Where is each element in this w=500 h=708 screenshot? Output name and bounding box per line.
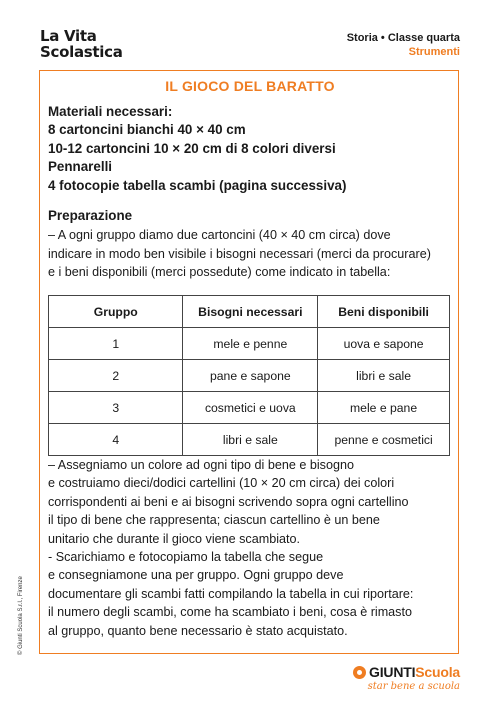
magazine-logo [40, 28, 123, 60]
table-row [49, 328, 450, 360]
preparation-heading: Preparazione [48, 208, 133, 223]
category-header [347, 31, 460, 59]
preparation-line: e i beni disponibili (merci possedute) come indicato in tabella: [48, 265, 391, 280]
column-header-beni: Beni disponibili [318, 296, 450, 328]
instructions-line: al gruppo, quanto bene necessario è stato acquistato. [48, 623, 348, 638]
brand-school: Scuola [415, 664, 460, 680]
table-cell-goods: libri e sale [318, 360, 450, 392]
brand-name: GIUNTI [369, 664, 416, 680]
instructions-line: e consegniamone una per gruppo. Ogni gruppo deve [48, 568, 344, 583]
needs-goods-table [48, 295, 450, 456]
preparation-line: indicare in modo ben visibile i bisogni necessari (merci da procurare) [48, 246, 431, 261]
publisher-brand [353, 664, 460, 692]
materials-item: Pennarelli [48, 159, 113, 175]
logo-line-2: Scolastica [40, 43, 123, 61]
materials-item: 8 cartoncini bianchi 40 × 40 cm [48, 122, 246, 138]
brand-tagline: star bene a scuola [367, 681, 460, 692]
table-cell-needs: libri e sale [183, 424, 318, 456]
instructions-line: unitario che durante il gioco viene scambiato. [48, 531, 301, 546]
table-cell-needs: cosmetici e uova [183, 392, 318, 424]
table-row [49, 392, 450, 424]
table-cell-goods: penne e cosmetici [318, 424, 450, 456]
materials-section [48, 103, 458, 195]
preparation-line: – A ogni gruppo diamo due cartoncini (40 × 40 cm circa) dove [48, 228, 391, 242]
logo-line-1: La Vita [40, 27, 97, 45]
table-cell-group: 4 [49, 424, 183, 456]
table-cell-goods: uova e sapone [318, 328, 450, 360]
instructions-line: – Assegniamo un colore ad ogni tipo di bene e bisogno [48, 458, 354, 472]
giunti-logo-icon [353, 666, 366, 679]
subcategory-label: Strumenti [408, 46, 460, 58]
preparation-text [48, 226, 463, 282]
column-header-gruppo: Gruppo [49, 296, 183, 328]
instructions-line: e costruiamo dieci/dodici cartellini (10 × 20 cm circa) dei colori [48, 476, 395, 491]
table-row [49, 360, 450, 392]
category-label: Storia • Classe quarta [346, 32, 460, 44]
page-title: IL GIOCO DEL BARATTO [165, 78, 335, 94]
copyright-notice: © Giunti Scuola S.r.l., Firenze [18, 576, 24, 655]
materials-heading: Materiali necessari: [48, 104, 173, 119]
instructions-line: il numero degli scambi, come ha scambiato i beni, cosa è rimasto [48, 605, 412, 620]
materials-item: 4 fotocopie tabella scambi (pagina successiva) [48, 177, 347, 193]
table-header-row [49, 296, 450, 328]
table-cell-group: 3 [49, 392, 183, 424]
table-cell-group: 1 [49, 328, 183, 360]
instructions-line: corrispondenti ai beni e ai bisogni scrivendo sopra ogni cartellino [48, 494, 409, 509]
column-header-bisogni: Bisogni necessari [183, 296, 318, 328]
table-cell-group: 2 [49, 360, 183, 392]
instructions-text [48, 456, 463, 640]
table-cell-goods: mele e pane [318, 392, 450, 424]
materials-item: 10-12 cartoncini 10 × 20 cm di 8 colori diversi [48, 140, 336, 156]
instructions-line: documentare gli scambi fatti compilando la tabella in cui riportare: [48, 586, 414, 601]
instructions-line: il tipo di bene che rappresenta; ciascun cartellino è un bene [48, 513, 380, 528]
table-cell-needs: pane e sapone [183, 360, 318, 392]
instructions-line: - Scarichiamo e fotocopiamo la tabella che segue [48, 550, 324, 565]
table-cell-needs: mele e penne [183, 328, 318, 360]
table-row [49, 424, 450, 456]
